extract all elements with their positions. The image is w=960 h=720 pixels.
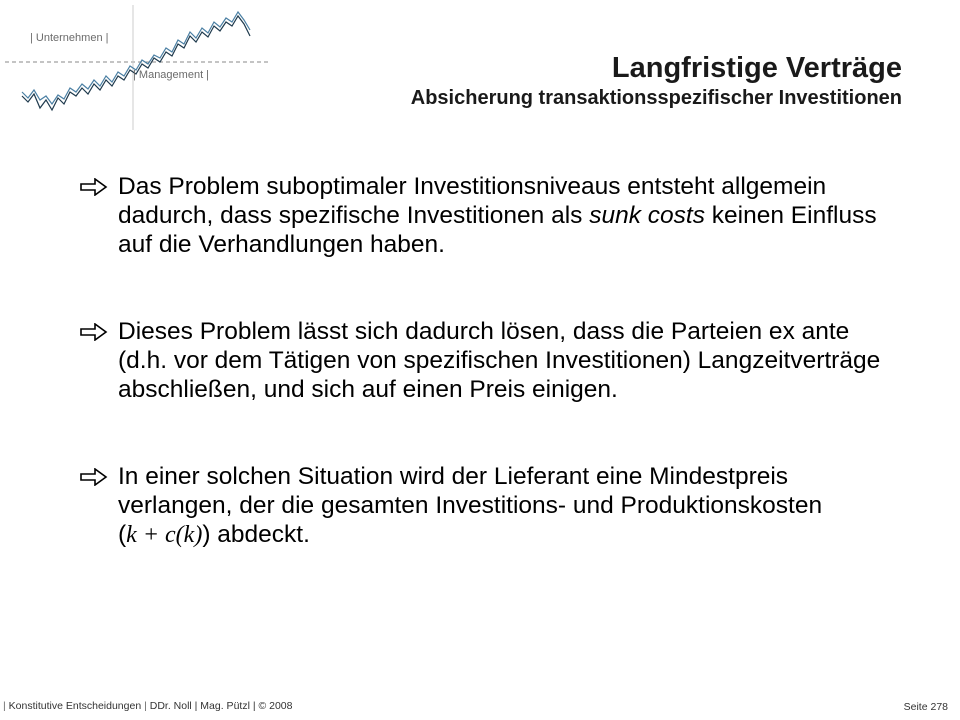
stock-chart-logo xyxy=(0,0,280,135)
header xyxy=(411,50,902,110)
footer-separator: | xyxy=(3,700,9,712)
logo-chart-line-light xyxy=(22,12,250,104)
bullet-text: In einer solchen Situation wird der Lieferant eine Mindestpreis verlangen, der die gesamten Investitions- und Produktionskosten xyxy=(118,463,823,519)
footer-section: Konstitutive Entscheidungen xyxy=(8,700,142,712)
bullet-list xyxy=(80,172,900,608)
bullet-item-3 xyxy=(80,462,900,550)
bullet-item-1 xyxy=(80,172,900,259)
bullet-text-end: abdeckt. xyxy=(210,521,310,548)
bullet-text: Das Problem suboptimaler Investitionsniveaus entsteht allgemein dadurch, dass spezifische Investitionen als xyxy=(118,173,827,229)
footer-left xyxy=(3,700,292,712)
formula-paren-close: ) xyxy=(202,521,211,548)
formula-paren-open: ( xyxy=(118,521,127,548)
logo-label-unternehmen: | Unternehmen | xyxy=(30,32,109,44)
page-number: Seite 278 xyxy=(903,701,948,713)
page-subtitle: Absicherung transaktionsspezifischer Investitionen xyxy=(410,87,902,109)
footer-authors: DDr. Noll | Mag. Pützl | © 2008 xyxy=(149,700,293,712)
logo-chart-line-dark xyxy=(22,16,250,110)
arrow-right-outline-icon xyxy=(80,323,108,341)
arrow-right-outline-icon xyxy=(80,468,108,486)
bullet-text: keinen Einfluss auf die Verhandlungen haben. xyxy=(118,202,877,258)
logo xyxy=(0,0,280,135)
footer xyxy=(0,700,960,720)
bullet-emphasis: sunk costs xyxy=(589,202,705,229)
arrow-right-outline-icon xyxy=(80,178,108,196)
logo-label-management: | Management | xyxy=(133,69,210,81)
page-title: Langfristige Verträge xyxy=(611,52,902,84)
footer-separator: | xyxy=(141,700,150,712)
bullet-item-2 xyxy=(80,317,900,404)
cost-formula: k + c(k) xyxy=(126,522,203,548)
bullet-text: Dieses Problem lässt sich dadurch lösen, dass die Parteien ex ante (d.h. vor dem Tätigen von spezifischen Investitionen) Langzeitverträge abschließen, und sich auf einen Preis einigen. xyxy=(118,318,881,403)
